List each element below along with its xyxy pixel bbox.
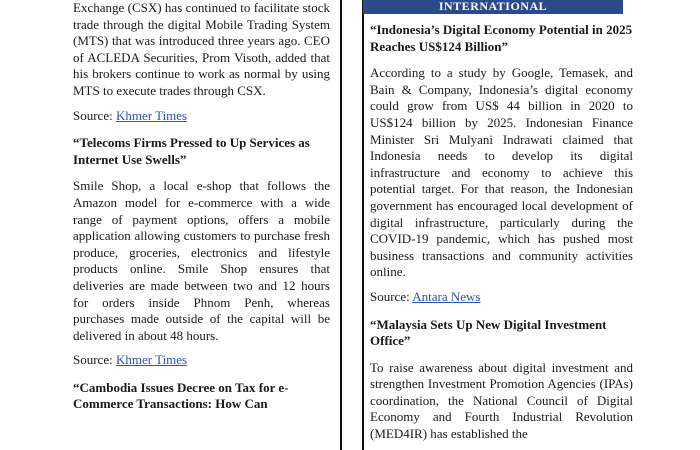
khmer-times-link[interactable]: Khmer Times xyxy=(115,107,188,123)
article-source xyxy=(73,352,330,369)
article-body-malaysia: To raise awareness about digital investment and strengthen Investment Promotion Agencies (IPAs) coordination, the National Council of Digital Economy and Fourth Industrial Revolution (MED4IR) has established the xyxy=(370,359,633,442)
article-headline-cambodia-tax: “Cambodia Issues Decree on Tax for e-Commerce Transactions: How Can xyxy=(73,379,289,412)
intro-paragraph: Exchange (CSX) has continued to facilitate stock trade through the digital Mobile Trading System (MTS) that was introduced three years ago. CEO of ACLEDA Securities, Prom Visoth, added that his brokers continue to work as normal by using MTS to execute trades through CSX. xyxy=(73,0,330,98)
section-banner-international: INTERNATIONAL xyxy=(363,0,623,14)
article-source xyxy=(370,289,633,306)
antara-news-link[interactable]: Antara News xyxy=(412,288,481,304)
article-body-smile-shop: Smile Shop, a local e-shop that follows the Amazon model for e-commerce with a wide range of payment options, offers a mobile application allowing customers to purchase fresh produce, groceries, electronics and lifestyle products online. Smile Shop ensures that deliveries are made between two and 12 hours for orders inside Phnom Penh, whereas purchases made outside of the capital will be delivered in about 48 hours. xyxy=(73,178,330,343)
source-label: Source: xyxy=(73,352,113,368)
article-body-indonesia: According to a study by Google, Temasek, and Bain & Company, Indonesia’s digital economy could grow from US$ 44 billion in 2020 to US$124 billion by 2025. Indonesian Finance Minister Sri Mulyani Indrawati claimed that Indonesia needs to develop its digital infrastructure and economy to achieve this potential target. For that reason, the Indonesian government has encouraged local development of digital infrastructure, particularly during the COVID-19 pandemic, which has pushed most business transactions and community activities online. xyxy=(370,65,633,280)
column-divider xyxy=(340,0,342,450)
source-label: Source: xyxy=(73,107,113,123)
source-label: Source: xyxy=(370,288,410,304)
right-column xyxy=(363,0,633,450)
left-column xyxy=(73,0,330,450)
article-headline-telecoms: “Telecoms Firms Pressed to Up Services as Internet Use Swells” xyxy=(73,135,310,167)
khmer-times-link[interactable]: Khmer Times xyxy=(115,352,188,368)
article-headline-indonesia: “Indonesia’s Digital Economy Potential in 2025 Reaches US$124 Billion” xyxy=(370,22,633,54)
intro-source xyxy=(73,108,330,125)
article-headline-malaysia: “Malaysia Sets Up New Digital Investment Office” xyxy=(370,316,607,349)
